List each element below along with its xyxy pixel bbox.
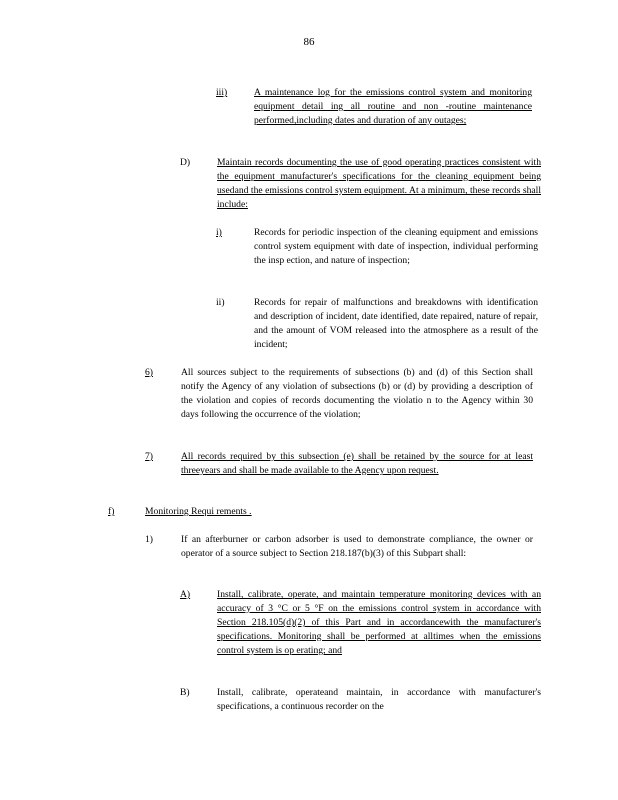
item-text: Records for periodic inspection of the cleaning equipment and emissions control system equipment with date of inspection, individual performing the insp ection, and nature of inspection; <box>254 227 538 266</box>
item-label: 7) <box>145 451 153 462</box>
section-heading: Monitoring Requi rements . <box>145 506 252 517</box>
item-label: iii) <box>216 87 228 98</box>
item-label: ii) <box>216 297 225 308</box>
item-text: A maintenance log for the emissions control system and monitoring equipment detail ing all routine and non -routine maintenance performed,including dates and duration of any outages; <box>254 87 532 126</box>
item-label: f) <box>108 506 115 517</box>
item-text: All records required by this subsection (e) shall be retained by the source for at least threeyears and shall be made available to the Agency upon request. <box>181 451 533 476</box>
item-text: Records for repair of malfunctions and breakdowns with identification and description of incident, date identified, date repaired, nature of repair, and the amount of VOM released into the atmosphere as a result of the incident; <box>254 297 538 350</box>
item-label: B) <box>180 687 190 698</box>
item-label: D) <box>180 157 191 168</box>
item-text: All sources subject to the requirements of subsections (b) and (d) of this Section shall notify the Agency of any violation of subsections (b) or (d) by providing a description of the violation and copies of records documenting the violatio n to the Agency within 30 days following the occurrence of the violation; <box>181 367 533 420</box>
item-label: 6) <box>145 367 153 378</box>
item-text: If an afterburner or carbon adsorber is used to demonstrate compliance, the owner or operator of a source subject to Section 218.187(b)(3) of this Subpart shall: <box>181 534 533 559</box>
item-label: i) <box>216 227 222 238</box>
page-number: 86 <box>303 36 315 48</box>
item-label: 1) <box>145 534 153 545</box>
item-text: Maintain records documenting the use of good operating practices consistent with the equipment manufacturer's specifications for the cleaning equipment being usedand the emissions control system equipment. At a minimum, these records shall include: <box>217 157 541 210</box>
item-label: A) <box>180 589 191 600</box>
item-text: Install, calibrate, operateand maintain, in accordance with manufacturer's specifications, a continuous recorder on the <box>217 687 541 712</box>
item-text: Install, calibrate, operate, and maintain temperature monitoring devices with an accuracy of 3 °C or 5 °F on the emissions control system in accordance with Section 218.105(d)(2) of this Part and in accordancewith the manufacturer's specifications. Monitoring shall be performed at alltimes when the emissions control system is op erating; and <box>217 589 541 656</box>
